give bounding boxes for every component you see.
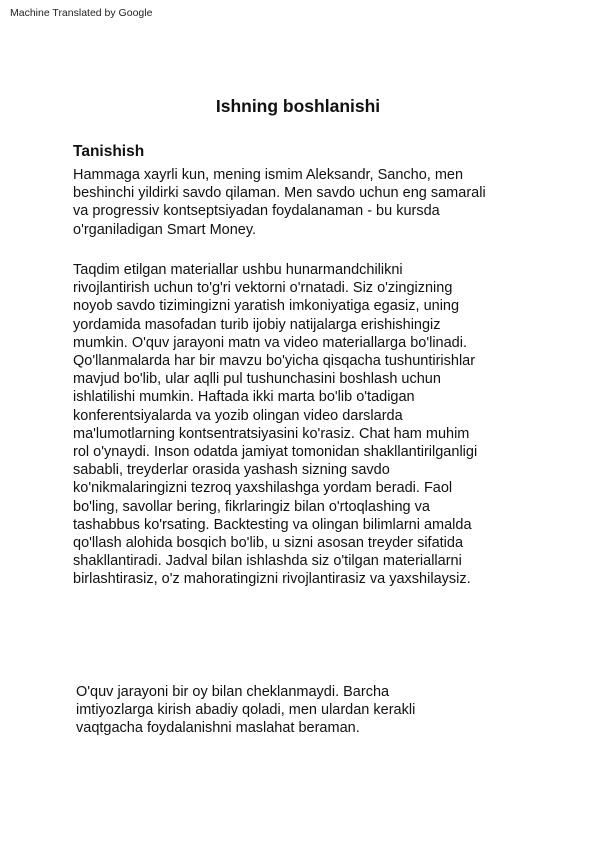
paragraph-materials: Taqdim etilgan materiallar ushbu hunarmandchilikni rivojlantirish uchun to'g'ri vektorni o'rnatadi. Siz o'zingizning noyob savdo tizimingizni yaratish imkoniyatiga egasiz, uning yordamida masofadan turib ijobiy natijalarga erishishingiz mumkin. O'quv jarayoni matn va video materiallarga bo'linadi. Qo'llanmalarda har bir mavzu bo'yicha qisqacha tushuntirishlar mavjud bo'lib, ular aqlli pul tushunchasini boshlash uchun ishlatilishi mumkin. Haftada ikki marta bo'lib o'tadigan konferentsiyalarda va yozib olingan video darslarda ma'lumotlarning kontsentratsiyasini ko'rasiz. Chat ham muhim rol o'ynaydi. Inson odatda jamiyat tomonidan shakllantirilganligi sababli, treyderlar orasida yashash sizning savdo ko'nikmalaringizni tezroq yaxshilashga yordam beradi. Faol bo'ling, savollar bering, fikrlaringiz bilan o'rtoqlashing va tashabbus ko'rsating. Backtesting va olingan bilimlarni amalda qo'llash alohida bosqich bo'lib, u sizni asosan treyder sifatida shakllantiradi. Jadval bilan ishlashda siz o'tilgan materiallarni birlashtirasiz, o'z mahoratingizni rivojlantirasiz va yaxshilaysiz. xyxy=(73,262,478,588)
section-heading: Tanishish xyxy=(73,143,145,160)
machine-translation-banner: Machine Translated by Google xyxy=(10,7,153,19)
document-title: Ishning boshlanishi xyxy=(215,96,381,116)
paragraph-introduction: Hammaga xayrli kun, mening ismim Aleksandr, Sancho, men beshinchi yildirki savdo qilaman. Men savdo uchun eng samarali va progressiv kontseptsiyadan foydalanaman - bu kursda o'rganiladigan Smart Money. xyxy=(73,167,486,238)
paragraph-closing: O'quv jarayoni bir oy bilan cheklanmaydi. Barcha imtiyozlarga kirish abadiy qoladi, men ulardan kerakli vaqtgacha foydalanishni maslahat beraman. xyxy=(76,684,416,737)
